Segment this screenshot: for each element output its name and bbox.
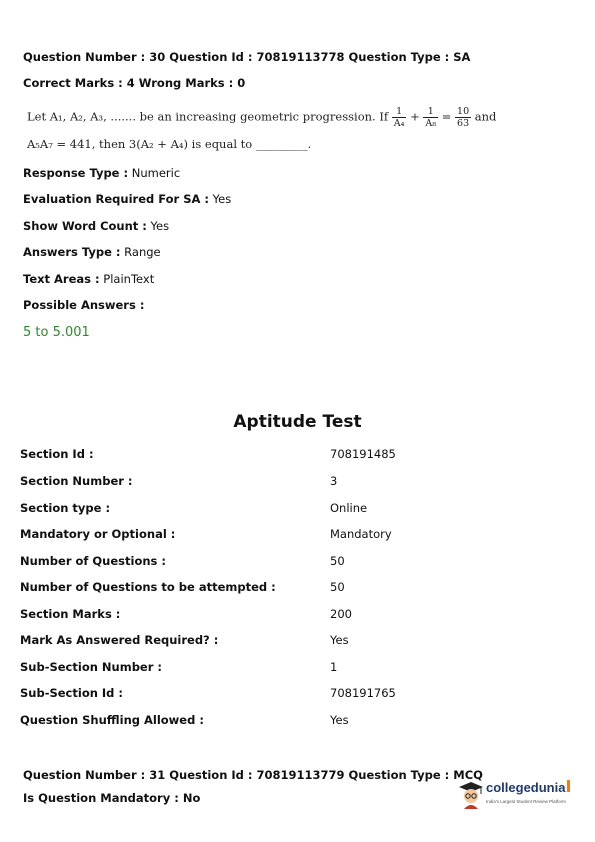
collegedunia-logo — [458, 777, 578, 817]
section-row-value: Online — [330, 501, 368, 515]
frac3-num: 10 — [457, 106, 470, 117]
section-row-label: Question Shuffling Allowed : — [20, 713, 204, 727]
meta-label: Text Areas : — [23, 272, 100, 286]
meta-value: Numeric — [128, 166, 181, 180]
meta-label: Evaluation Required For SA : — [23, 192, 210, 206]
fraction-1-over-a4 — [392, 106, 407, 129]
frac2-num: 1 — [423, 106, 438, 118]
possible-answer-value: 5 to 5.001 — [23, 325, 90, 340]
student-mascot-icon — [458, 781, 484, 811]
section-row-label: Section Id : — [20, 447, 94, 461]
section-row-value: 1 — [330, 660, 338, 674]
section-row-label: Number of Questions : — [20, 554, 166, 568]
section-row-label: Section Marks : — [20, 607, 121, 621]
meta-label: Show Word Count : — [23, 219, 147, 233]
meta-label: Response Type : — [23, 166, 129, 180]
section-row-label: Sub-Section Id : — [20, 686, 124, 700]
frac2-den: A₈ — [425, 118, 437, 129]
meta-label: Answers Type : — [23, 245, 121, 259]
meta-value: Range — [120, 245, 161, 259]
q31-mandatory: Is Question Mandatory : No — [23, 791, 201, 805]
and-word: and — [474, 109, 497, 124]
frac3-den: 63 — [457, 118, 470, 129]
section-row-value: 50 — [330, 554, 345, 568]
section-row-value: 708191485 — [330, 447, 396, 461]
section-row-label: Section Number : — [20, 474, 133, 488]
plus-sign: + — [410, 109, 420, 124]
section-row-value: Mandatory — [330, 527, 392, 541]
logo-tagline: India's Largest Student Review Platform — [486, 799, 566, 804]
q30-text-part1: Let A₁, A₂, A₃, ....... be an increasing geometric progression. If — [27, 109, 389, 124]
meta-answers-type — [23, 245, 161, 259]
q30-question-line2: A₅A₇ = 441, then 3(A₂ + A₄) is equal to _________. — [27, 137, 312, 151]
q30-header: Question Number : 30 Question Id : 70819113778 Question Type : SA — [23, 50, 471, 64]
section-title: Aptitude Test — [233, 412, 362, 432]
meta-value: Yes — [146, 219, 170, 233]
logo-name: collegedunia — [486, 780, 566, 795]
section-row-label: Section type : — [20, 501, 111, 515]
meta-word-count — [23, 219, 169, 233]
section-row-value: 200 — [330, 607, 352, 621]
section-row-label: Number of Questions to be attempted : — [20, 580, 276, 594]
meta-value: PlainText — [99, 272, 155, 286]
q31-header: Question Number : 31 Question Id : 70819113779 Question Type : MCQ — [23, 768, 483, 782]
section-row-label: Sub-Section Number : — [20, 660, 163, 674]
meta-text-areas — [23, 272, 154, 286]
section-row-value: 3 — [330, 474, 338, 488]
section-row-value: Yes — [330, 713, 349, 727]
meta-label: Possible Answers : — [23, 298, 145, 312]
section-row-label: Mandatory or Optional : — [20, 527, 176, 541]
meta-evaluation — [23, 192, 231, 206]
section-row-value: 50 — [330, 580, 345, 594]
q30-marks: Correct Marks : 4 Wrong Marks : 0 — [23, 76, 246, 90]
section-row-value: 708191765 — [330, 686, 396, 700]
meta-response-type — [23, 166, 180, 180]
frac1-den: A₄ — [393, 118, 405, 129]
meta-value: Yes — [209, 192, 232, 206]
logo-accent-bar — [567, 780, 570, 792]
fraction-10-over-63 — [455, 106, 471, 129]
section-row-value: Yes — [330, 633, 349, 647]
frac1-num: 1 — [392, 106, 407, 118]
section-row-label: Mark As Answered Required? : — [20, 633, 219, 647]
equals-sign: = — [441, 109, 452, 124]
meta-possible-answers — [23, 298, 144, 312]
q30-question-line1 — [27, 106, 496, 129]
fraction-1-over-a8 — [423, 106, 438, 129]
